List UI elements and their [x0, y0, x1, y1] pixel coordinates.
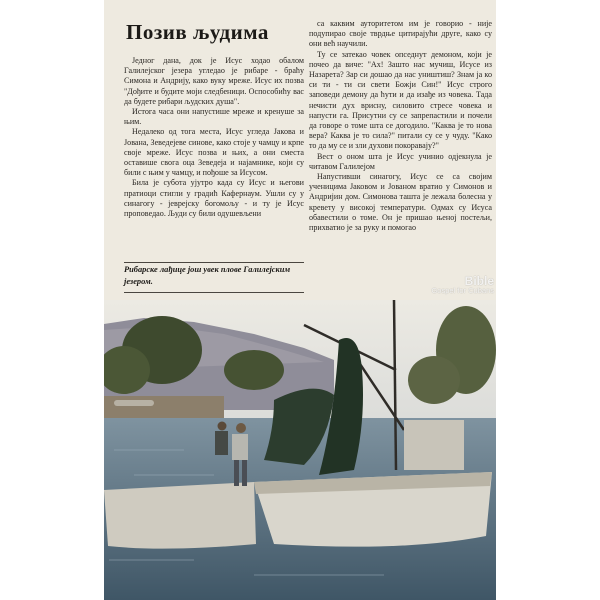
wheelhouse [404, 420, 464, 470]
watermark [404, 274, 494, 295]
paragraph: Једног дана, док је Исус ходао обалом Галилејског језера угледао је рибаре - браћу Симона и Андрију, како вуку мреже. Исус их позва "Дођите и будите моји следбеници. Оспособићу вас да будете рибари људских душа". [124, 56, 304, 106]
book-page [104, 0, 496, 600]
watermark-subtitle: Gospel for Cubans [431, 286, 494, 295]
caption-top-rule [124, 262, 304, 263]
right-column [309, 19, 492, 233]
paragraph: Била је субота ујутро када су Исус и његови пратиоци стигли у градић Кафернаум. Ушли су у синагогу - јеврејску богомољу - и ту је Исус проповедао. Људи су били одушевљени [124, 178, 304, 219]
caption-bottom-rule [124, 292, 304, 293]
photo-caption: Рибарске лађице још увек плове Галилејским језером. [124, 265, 291, 286]
fishing-boats-photo [104, 300, 496, 600]
small-boat [104, 482, 256, 549]
watermark-title: Bible [464, 274, 494, 288]
paragraph: Недалеко од тога места, Исус угледа Јакова и Јована, Зеведејеве синове, како стоје у чамцу и крпе своје мреже. Исус позва и њих, а они сместа оставише свога оца Зеведеја и најамнике, који су били с њим у чамцу, и пођоше за Исусом. [124, 127, 304, 178]
paragraph: Вест о оном шта је Исус учинио одјекнула је читавом Галилејом [309, 151, 492, 171]
article-title: Позив људима [126, 20, 269, 44]
paragraph: Напустивши синагогу, Исус се са својим ученицима Јаковом и Јованом вратио у Симонов и Андријин дом. Симонова ташта је лежала болесна у кревету у високој температури. Одмах су Исуса обавестили о томе. Он је пришао њеној постељи, прихватио је за руку и помогао [309, 172, 492, 233]
shore [104, 396, 224, 418]
paragraph: са каквим ауторитетом им је говорио - није подупирао своје тврдње цитирајући друге, како су они већ научили. [309, 19, 492, 49]
paragraph: Истога часа они напустише мреже и кренуше за њим. [124, 107, 304, 127]
paragraph: Ту се затекао човек опседнут демоном, који је почео да виче: "Ах! Зашто нас мучиш, Исусе из Назарета? Зар си дошао да нас уништиш? Знам ја ко си ти - ти си свети Божји Син!" Исус строго заповеди демону да ћути и да изађе из човека. Тада нечисти дух врисну, силовито стресе човека и напусти га. Присутни су се запрепастили и почели да говоре о томе шта се догодило. "Каква је то нова вера? Каква је то сила?" питали су се у чуду. "Како то да му се и зли духови покоравају?" [309, 49, 492, 151]
left-column [124, 56, 304, 219]
